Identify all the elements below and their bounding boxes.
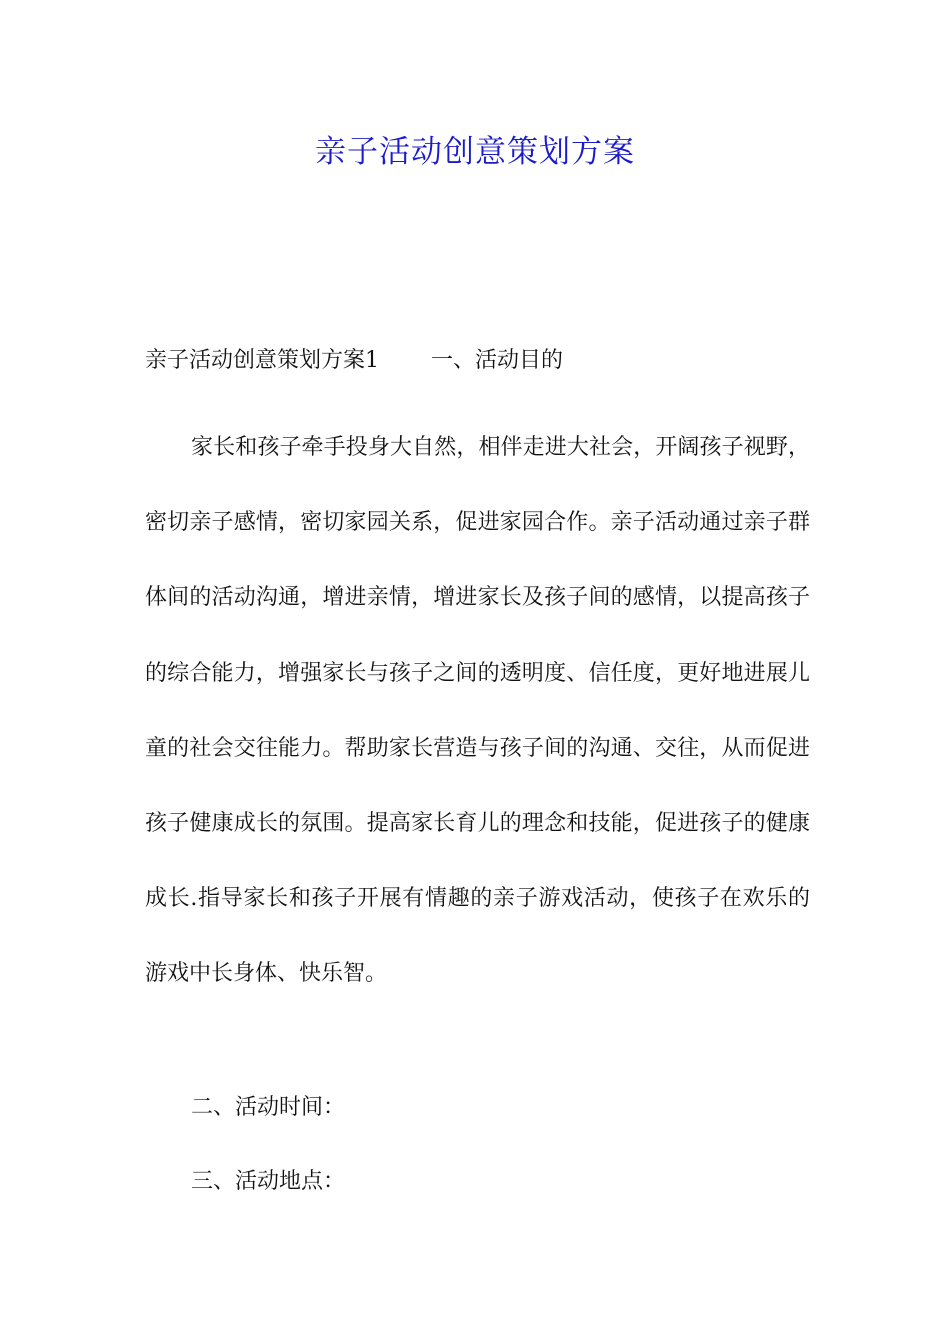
heading-activity-location: 三、活动地点： [191, 1169, 346, 1194]
section-intro: 亲子活动创意策划方案1 [145, 348, 379, 373]
section-intro-line [145, 341, 810, 381]
document-title: 亲子活动创意策划方案 [315, 134, 635, 170]
heading-activity-time: 二、活动时间： [191, 1095, 346, 1120]
heading-activity-purpose: 一、活动目的 [431, 348, 564, 373]
paragraph-activity-purpose: 家长和孩子牵手投身大自然，相伴走进大社会，开阔孩子视野，密切亲子感情，密切家园关系，促进家园合作。亲子活动通过亲子群体间的活动沟通，增进亲情，增进家长及孩子间的感情，以提高孩子的综合能力，增强家长与孩子之间的透明度、信任度，更好地进展儿童的社会交往能力。帮助家长营造与孩子间的沟通、交往，从而促进孩子健康成长的氛围。提高家长育儿的理念和技能，促进孩子的健康成长.指导家长和孩子开展有情趣的亲子游戏活动，使孩子在欢乐的游戏中长身体、快乐智。 [145, 435, 810, 987]
